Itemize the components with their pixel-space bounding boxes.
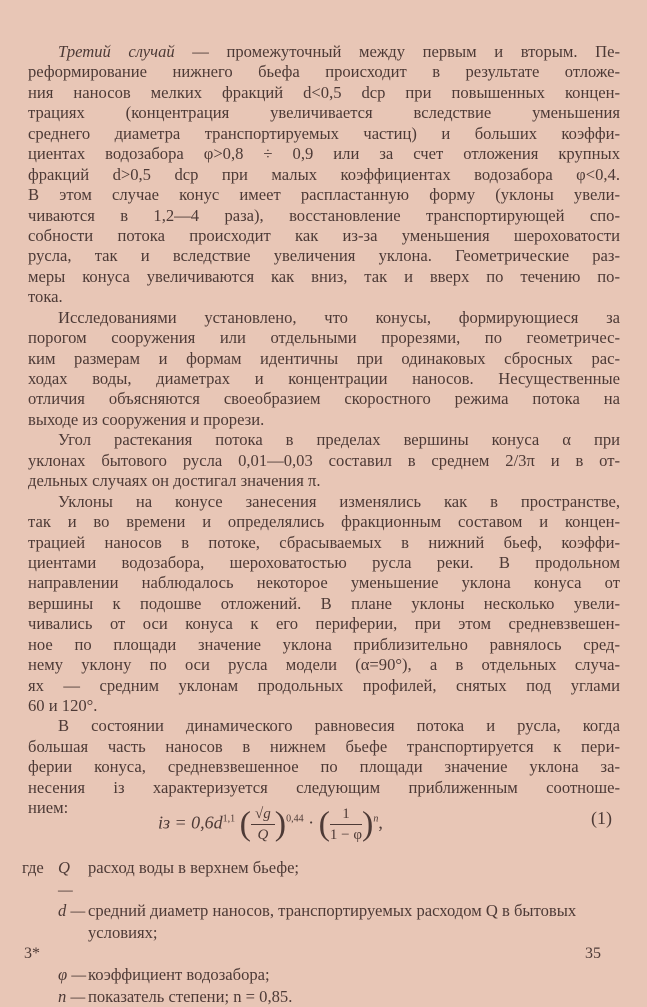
text-line: нему уклону по оси русла модели (α=90°), а в отдельных случа- — [28, 655, 620, 675]
page-body — [28, 42, 620, 819]
formula-1 — [28, 790, 620, 850]
formula-expression: iз = $0,6d^{1,1}$ ( $\frac{√g}{Q}$ )$^{0,44}$ · ( $\frac{1}{1 - \varphi}$ )$^n$, — [158, 804, 383, 845]
definition-item: n — показатель степени; n = 0,85. — [22, 986, 622, 1007]
text-line: фракций d>0,5 dср при малых коэффициентах водозабора φ<0,4. — [28, 165, 620, 185]
text-line: Исследованиями установлено, что конусы, формирующиеся за — [28, 308, 620, 328]
definitions — [22, 857, 622, 1007]
text-line: Угол растекания потока в пределах вершины конуса α при — [28, 430, 620, 450]
fraction-1-over-1-minus-phi: $\frac{1}{1 - \varphi}$ — [330, 804, 362, 845]
text-line: русла, так и вследствие увеличения уклона. Геометрические раз- — [28, 246, 620, 266]
text-line: направлении наблюдалось некоторое уменьшение уклона конуса от — [28, 573, 620, 593]
definition-item: d — средний диаметр наносов, транспортируемых расходом Q в бытовых условиях; — [22, 900, 622, 943]
text-line: ное по площади значение уклона приблизительно равнялось сред- — [28, 635, 620, 655]
text-line: реформирование нижнего бьефа происходит в результате отложе- — [28, 62, 620, 82]
text-line: несения iз характеризуется следующим приближенным соотноше- — [28, 778, 620, 798]
definition-item: где Q — расход воды в верхнем бьефе; — [22, 857, 622, 900]
text-line: циентами водозабора, шероховатостью русла реки. В продольном — [28, 553, 620, 573]
text-line: дельных случаях он достигал значения π. — [28, 471, 620, 491]
text-line: среднего диаметра транспортируемых частиц) и больших коэффи- — [28, 124, 620, 144]
text-line: Уклоны на конусе занесения изменялись как в пространстве, — [28, 492, 620, 512]
text-line: вершины к подошве отложений. В плане уклоны несколько увели- — [28, 594, 620, 614]
text-line: Третий случай — промежуточный между первым и вторым. Пе- — [28, 42, 620, 62]
text-line: ходах воды, диаметрах и концентрации наносов. Несущественные — [28, 369, 620, 389]
definition-item: φ — коэффициент водозабора; — [22, 964, 622, 986]
page-number: 35 — [585, 945, 601, 963]
text-line: уклонах бытового русла 0,01—0,03 составил в среднем 2/3π и в от- — [28, 451, 620, 471]
italic-lead-in: Третий случай — [58, 42, 175, 61]
text-line: чивались от оси конуса к его периферии, при этом средневзвешен- — [28, 614, 620, 634]
text-line: большая часть наносов в нижнем бьефе транспортируется к пери- — [28, 737, 620, 757]
text-line: ферии конуса, средневзвешенное по площади значение уклона за- — [28, 757, 620, 777]
text-line: трацией наносов в потоке, сбрасываемых в нижний бьеф, коэффи- — [28, 533, 620, 553]
text-line: В состоянии динамического равновесия потока и русла, когда — [28, 716, 620, 736]
text-line: ния наносов мелких фракций d<0,5 dср при повышенных концен- — [28, 83, 620, 103]
text-line: 60 и 120°. — [28, 696, 620, 716]
text-line: чиваются в 1,2—4 раза), восстановление транспортирующей спо- — [28, 206, 620, 226]
formula-number: (1) — [591, 808, 612, 828]
formula-exponent-1: 0,44 — [286, 814, 304, 825]
text-line: выходе из сооружения и прорези. — [28, 410, 620, 430]
text-line: тока. — [28, 287, 620, 307]
text-line: ях — средним уклонам продольных профилей, снятых под углами — [28, 676, 620, 696]
text-line: порогом сооружения или отдельными прорезями, по геометричес- — [28, 328, 620, 348]
paragraph — [28, 42, 620, 308]
paragraph — [28, 430, 620, 491]
fraction-g-over-q: $\frac{√g}{Q}$ — [251, 804, 275, 845]
formula-d-exponent: 1,1 — [223, 814, 236, 825]
text-line: В этом случае конус имеет распластанную форму (уклоны увели- — [28, 185, 620, 205]
text-line: ким размерам и формам идентичны при одинаковых сбросных рас- — [28, 349, 620, 369]
formula-exponent-n: n — [373, 814, 378, 825]
formula-lhs: iз = 0,6d — [158, 813, 223, 833]
text-line: отличия объясняются своеобразием скоростного режима потока на — [28, 389, 620, 409]
text-line: так и во времени и определялись фракционным составом и концен- — [28, 512, 620, 532]
text-line: собности потока происходит как из-за уменьшения шероховатости — [28, 226, 620, 246]
paragraph — [28, 492, 620, 717]
text-line: трациях (концентрация увеличивается вследствие уменьшения — [28, 103, 620, 123]
paragraph — [28, 308, 620, 431]
text-line: циентах водозабора φ>0,8 ÷ 0,9 или за счет отложения крупных — [28, 144, 620, 164]
text-line: нием: — [28, 798, 620, 818]
text-line: меры конуса увеличиваются как вниз, так и вверх по течению по- — [28, 267, 620, 287]
signature-mark: 3* — [24, 945, 40, 963]
